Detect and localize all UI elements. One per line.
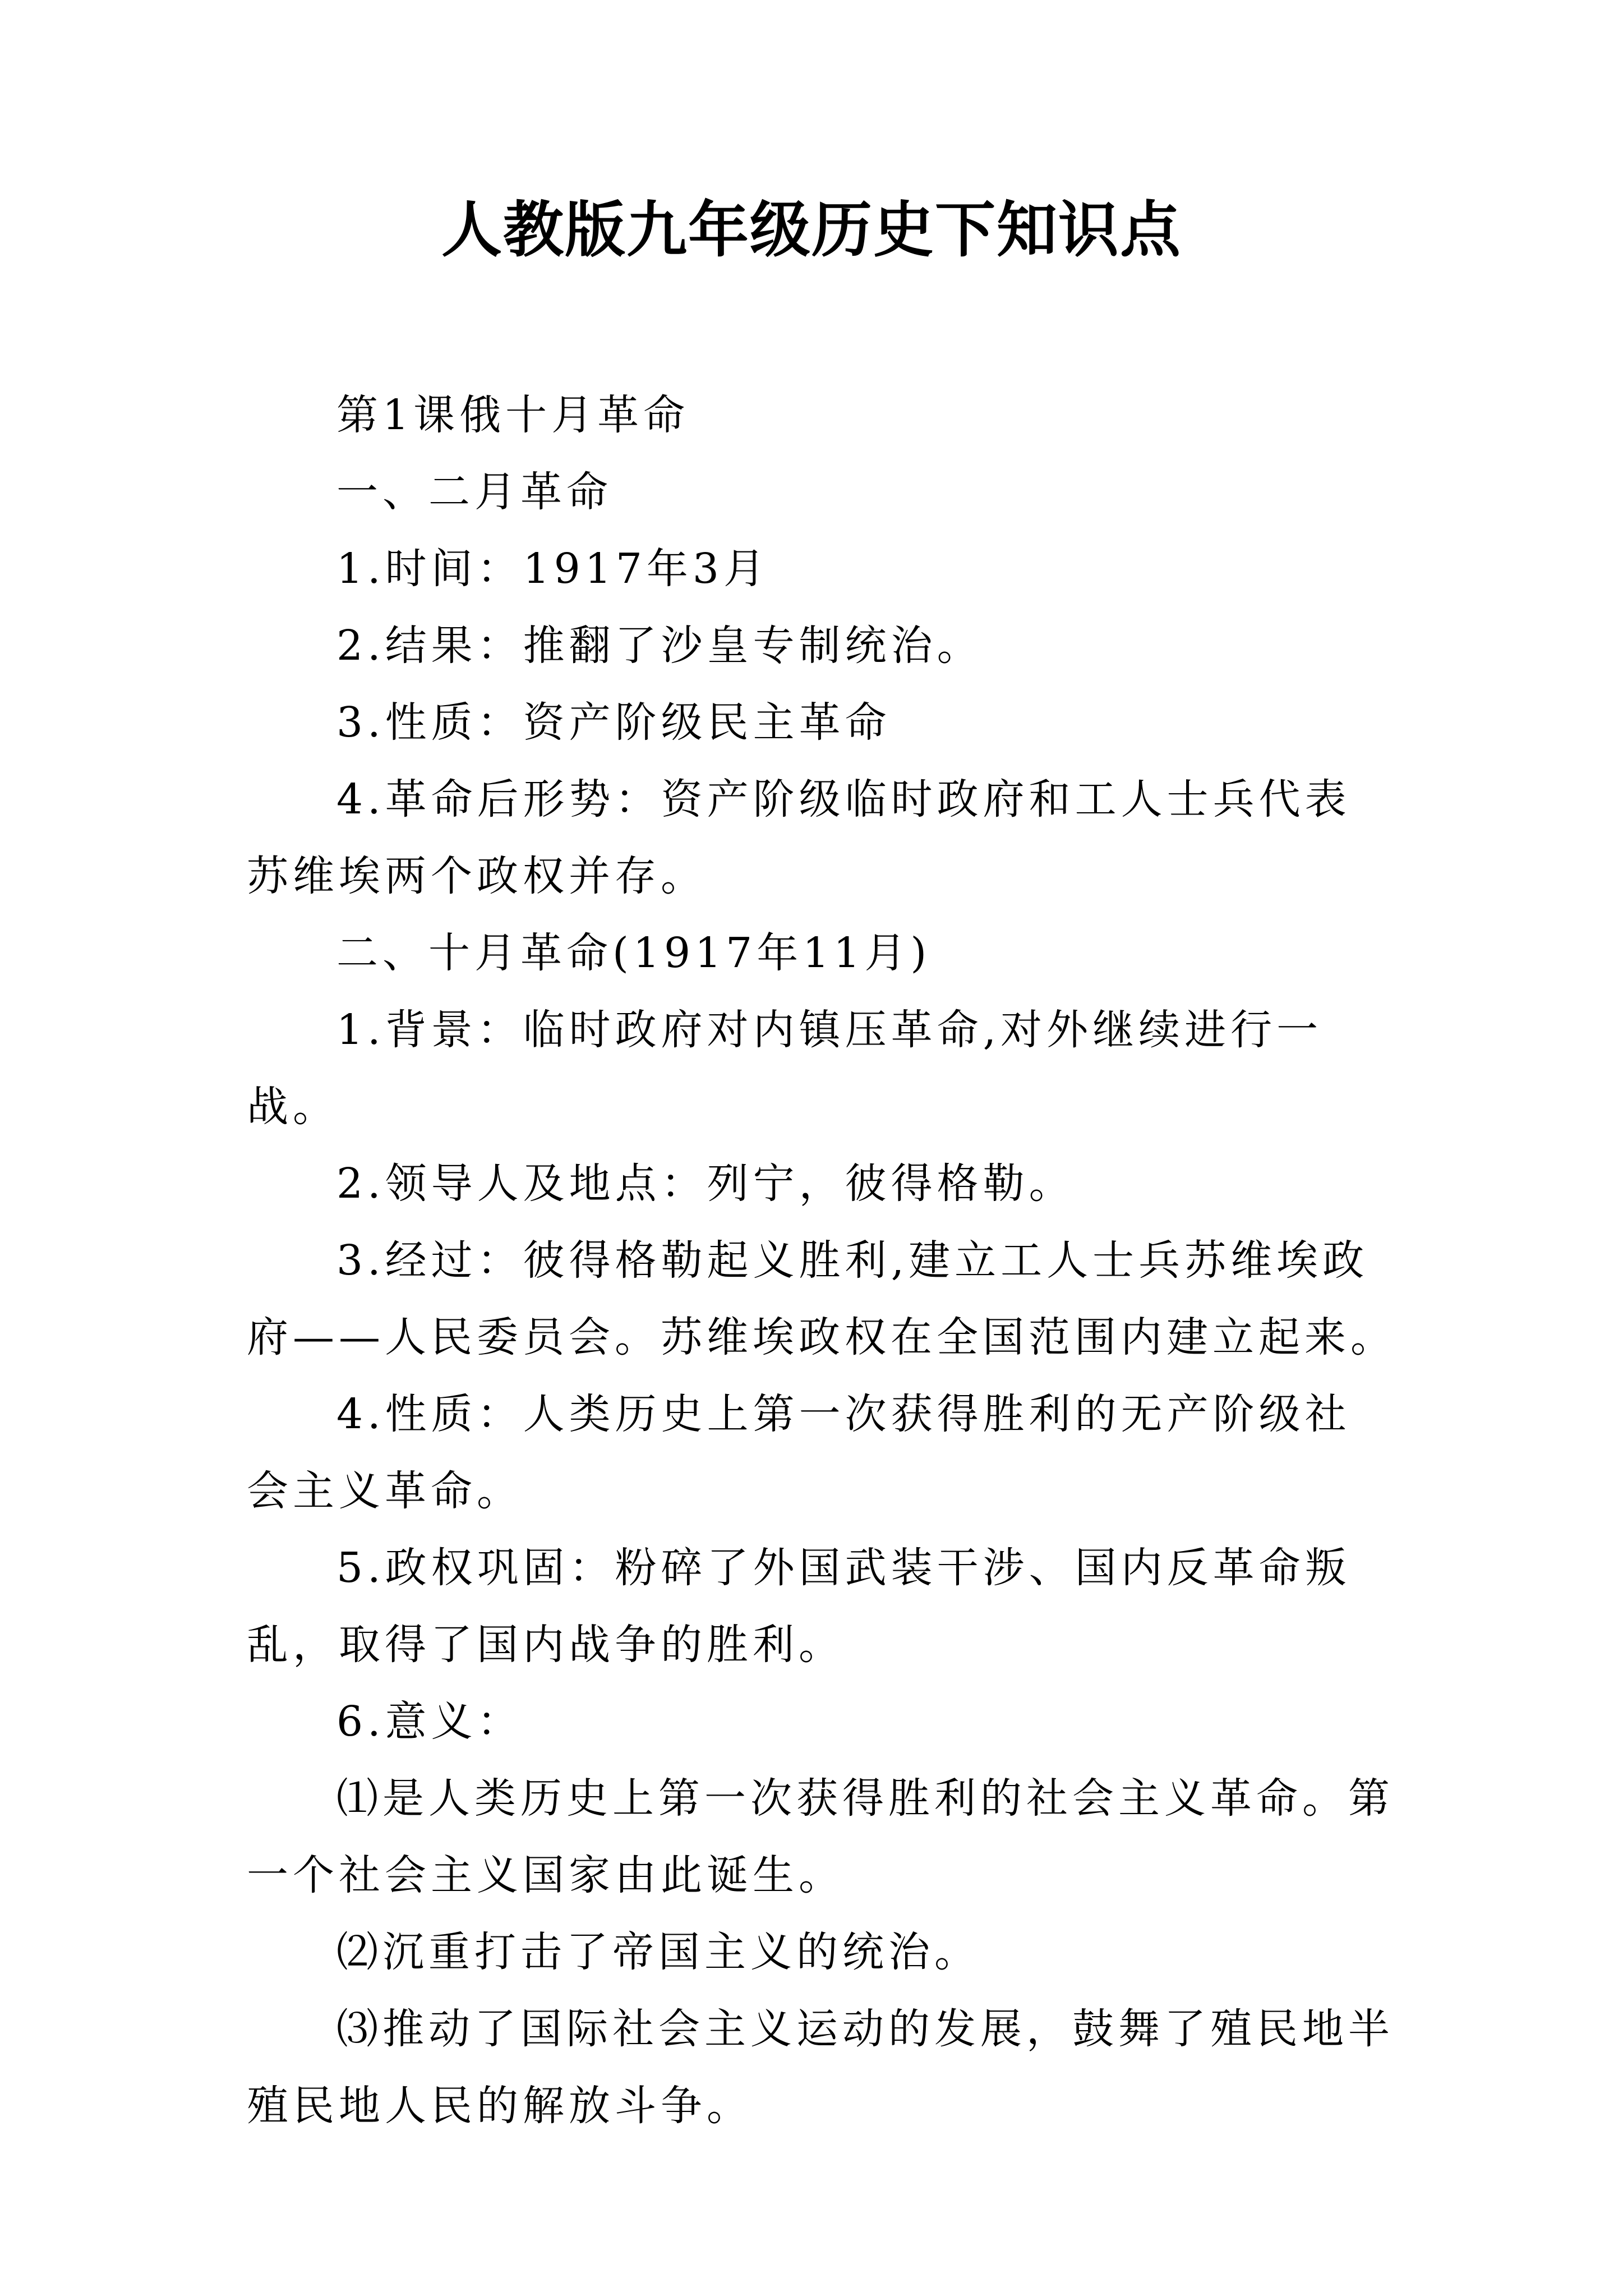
paragraph: 3.性质：资产阶级民主革命 <box>336 698 891 747</box>
paragraph: 3.经过：彼得格勒起义胜利,建立工人士兵苏维埃政府——人民委员会。苏维埃政权在全国范围内建立起来。 <box>247 1236 1396 1361</box>
paragraph: ⑵沉重打击了帝国主义的统治。 <box>336 1928 980 1976</box>
paragraph: 1.时间：1917年3月 <box>336 545 770 593</box>
paragraph: 6.意义： <box>336 1697 523 1746</box>
paragraph: 4.性质：人类历史上第一次获得胜利的无产阶级社会主义革命。 <box>247 1390 1351 1515</box>
document-body <box>247 377 1396 2145</box>
paragraph: 1.背景：临时政府对内镇压革命,对外继续进行一战。 <box>247 1006 1323 1131</box>
paragraph: ⑴是人类历史上第一次获得胜利的社会主义革命。第一个社会主义国家由此诞生。 <box>247 1774 1394 1899</box>
section-heading-october-revolution: 二、十月革命(1917年11月) <box>336 929 932 977</box>
section-heading-february-revolution: 一、二月革命 <box>336 468 612 516</box>
paragraph: 5.政权巩固：粉碎了外国武装干涉、国内反革命叛乱，取得了国内战争的胜利。 <box>247 1544 1351 1669</box>
paragraph: 2.领导人及地点：列宁，彼得格勒。 <box>336 1159 1075 1208</box>
paragraph: 4.革命后形势：资产阶级临时政府和工人士兵代表苏维埃两个政权并存。 <box>247 775 1351 900</box>
document-title: 人教版九年级历史下知识点 <box>441 195 1182 265</box>
paragraph: 2.结果：推翻了沙皇专制统治。 <box>336 622 983 670</box>
lesson-heading: 第1课俄十月革命 <box>336 391 690 439</box>
paragraph: ⑶推动了国际社会主义运动的发展，鼓舞了殖民地半殖民地人民的解放斗争。 <box>247 2005 1394 2130</box>
